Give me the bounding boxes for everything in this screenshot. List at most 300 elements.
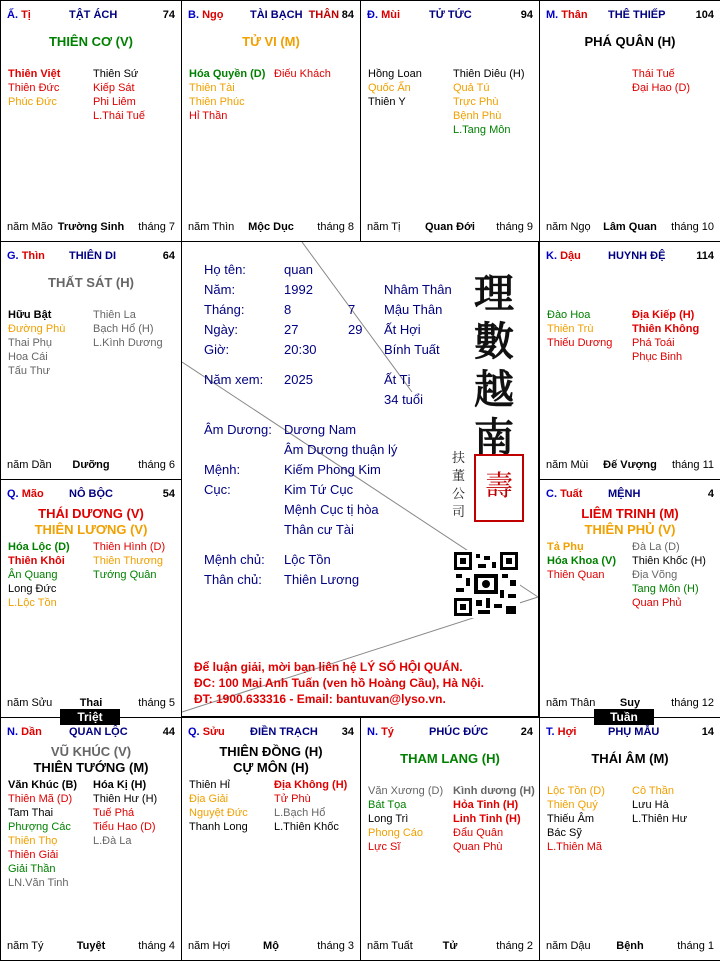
life-stage: Trường Sinh: [57, 221, 125, 233]
heavenly-stem: T.: [546, 726, 555, 738]
contact-line: ĐT: 1900.633316 - Email: bantuvan@lyso.vn.: [194, 692, 446, 706]
palace-name: [69, 9, 123, 21]
auxiliary-star: Tuế Phá: [93, 807, 135, 819]
auxiliary-star: Đại Hao (D): [632, 82, 691, 94]
palace-header: [367, 9, 533, 23]
palace-footer: [367, 940, 533, 954]
auxiliary-star: L.Thái Tuế: [93, 110, 145, 122]
auxiliary-star: Phá Toái: [632, 337, 675, 349]
auxiliary-star: L.Thiên Mã: [547, 841, 603, 853]
auxiliary-star: Địa Không (H): [274, 779, 348, 791]
auxiliary-star: Lực Sĩ: [368, 841, 401, 853]
calligraphy-char: 南: [474, 414, 514, 461]
palace-header: [546, 9, 714, 23]
auxiliary-star: Tam Thai: [8, 807, 54, 819]
auxiliary-stars-left: [8, 67, 60, 109]
palace-name: [69, 250, 122, 262]
auxiliary-star: Nguyệt Đức: [189, 807, 248, 819]
main-stars: [540, 506, 720, 538]
palace-month: tháng 12: [671, 697, 714, 709]
auxiliary-star: L.Tang Môn: [453, 124, 511, 136]
info-lunar-value: 29: [348, 322, 363, 337]
auxiliary-star: Hóa Khoa (V): [547, 555, 617, 567]
auxiliary-star: Long Trì: [368, 813, 409, 825]
auxiliary-star: Thiên Y: [368, 96, 406, 108]
palace-header: [367, 726, 533, 740]
info-label: Tháng:: [204, 302, 245, 317]
heavenly-stem: M.: [546, 9, 559, 21]
calligraphy-char: 理: [474, 270, 514, 317]
life-stage: Mộc Dục: [248, 221, 294, 233]
earthly-branch: Dần: [21, 726, 42, 738]
palace-number: 24: [520, 726, 533, 738]
main-star: THIÊN TƯỚNG (M): [33, 760, 149, 775]
palace-month: tháng 11: [671, 459, 714, 471]
info-value: Lộc Tồn: [284, 552, 331, 567]
palace-cell-dau[interactable]: [539, 241, 720, 480]
auxiliary-star: L.Bạch Hổ: [274, 807, 326, 819]
auxiliary-star: Thiên Việt: [8, 68, 61, 80]
auxiliary-star: Thiên Mã (D): [8, 793, 73, 805]
palace-year: năm Dần: [7, 459, 52, 471]
auxiliary-star: Hỉ Thần: [189, 110, 228, 122]
auxiliary-star: Địa Giải: [189, 793, 229, 805]
palace-cell-than[interactable]: [539, 0, 720, 242]
earthly-branch: Ngọ: [202, 9, 224, 21]
palace-cell-mao[interactable]: [0, 479, 182, 718]
palace-header: [7, 488, 175, 502]
auxiliary-star: Quan Phủ: [632, 597, 682, 609]
palace-header: [546, 488, 714, 502]
palace-year: năm Sửu: [7, 697, 53, 709]
heavenly-stem: N.: [7, 726, 18, 738]
auxiliary-star: Hóa Lộc (D): [8, 541, 70, 553]
auxiliary-star: Thiên Trù: [547, 323, 594, 335]
calligraphy-char: 越: [474, 366, 514, 413]
auxiliary-star: Hoa Cái: [8, 351, 48, 363]
main-star: TỬ VI (M): [242, 34, 300, 49]
auxiliary-star: LN.Văn Tinh: [8, 877, 69, 889]
palace-label: HUYNH ĐỆ: [608, 250, 666, 262]
palace-year: năm Tý: [7, 940, 44, 952]
palace-month: tháng 1: [677, 940, 714, 952]
palace-name: [608, 726, 665, 738]
heavenly-stem: Q.: [188, 726, 200, 738]
palace-label: TỬ TỨC: [429, 9, 472, 21]
palace-cell-suu[interactable]: [181, 717, 361, 961]
auxiliary-star: Cô Thần: [632, 785, 674, 797]
auxiliary-star: Điếu Khách: [274, 68, 331, 80]
palace-name: [69, 726, 134, 738]
info-value: Kim Tứ Cục: [284, 482, 354, 497]
palace-label: QUAN LỘC: [69, 726, 128, 738]
auxiliary-star: Giải Thần: [8, 863, 56, 875]
palace-number: 14: [701, 726, 714, 738]
palace-cell-tuat[interactable]: [539, 479, 720, 718]
info-value: Thân cư Tài: [284, 522, 354, 537]
info-canchi-value: Mậu Thân: [384, 302, 443, 317]
auxiliary-star: L.Thiên Khốc: [274, 821, 339, 833]
auxiliary-stars-right: [453, 784, 535, 854]
palace-label: ĐIỀN TRẠCH: [250, 726, 318, 738]
auxiliary-star: Tả Phụ: [547, 541, 584, 553]
auxiliary-star: Đường Phù: [8, 323, 66, 335]
palace-month: tháng 4: [138, 940, 175, 952]
main-star: THÁI ÂM (M): [591, 751, 669, 766]
contact-line: Để luận giải, mời bạn liên hệ LÝ SỐ HỘI QUÁN.: [194, 660, 463, 674]
main-star: PHÁ QUÂN (H): [584, 34, 676, 49]
auxiliary-star: Kiếp Sát: [93, 82, 135, 94]
auxiliary-star: Bát Tọa: [368, 799, 407, 811]
palace-cell-hoi[interactable]: [539, 717, 720, 961]
tuan-badge: Tuần: [594, 709, 654, 725]
auxiliary-stars-right: [93, 778, 157, 848]
auxiliary-stars-left: [368, 67, 422, 109]
auxiliary-star: Hóa Quyền (D): [189, 68, 266, 80]
auxiliary-star: Phục Binh: [632, 351, 683, 363]
auxiliary-star: Quốc Ấn: [368, 82, 411, 94]
palace-year: năm Thân: [546, 697, 596, 709]
palace-label: TÀI BẠCH: [250, 9, 303, 21]
palace-number: 44: [162, 726, 175, 738]
life-stage: Tuyệt: [76, 940, 106, 952]
auxiliary-star: Ân Quang: [8, 569, 58, 581]
life-stage: Mộ: [263, 940, 279, 952]
palace-number: 84: [341, 9, 354, 21]
palace-year: năm Mùi: [546, 459, 589, 471]
heavenly-stem: N.: [367, 726, 378, 738]
info-value: Mệnh Cục tị hòa: [284, 502, 379, 517]
auxiliary-star: Thiên Đức: [8, 82, 60, 94]
auxiliary-star: Đào Hoa: [547, 309, 591, 321]
palace-footer: [546, 459, 714, 473]
earthly-branch: Hợi: [557, 726, 577, 738]
auxiliary-stars-right: [632, 540, 706, 610]
auxiliary-star: Thiên Thương: [93, 555, 164, 567]
main-star: LIÊM TRINH (M): [581, 506, 679, 521]
info-lunar-value: 7: [348, 302, 356, 317]
auxiliary-star: Thiếu Âm: [547, 813, 595, 825]
auxiliary-star: Thiên Khôi: [8, 555, 65, 567]
palace-month: tháng 3: [317, 940, 354, 952]
main-star: THẤT SÁT (H): [48, 275, 134, 290]
auxiliary-stars-left: [8, 308, 65, 378]
auxiliary-star: Thanh Long: [189, 821, 248, 833]
auxiliary-stars-left: [547, 540, 616, 582]
main-stars: [1, 34, 181, 50]
auxiliary-star: Thiên Phúc: [189, 96, 245, 108]
main-star: VŨ KHÚC (V): [50, 744, 132, 759]
palace-header: [7, 726, 175, 740]
palace-name: [608, 488, 646, 500]
auxiliary-stars-left: [547, 784, 605, 854]
earthly-branch: Tý: [381, 726, 394, 738]
earthly-branch: Thân: [561, 9, 588, 21]
palace-year: năm Dậu: [546, 940, 591, 952]
info-value: Dương Nam: [284, 422, 357, 437]
main-star: THÁI DƯƠNG (V): [38, 506, 144, 521]
palace-label: NÔ BỘC: [69, 488, 113, 500]
palace-footer: [188, 221, 354, 235]
palace-month: tháng 6: [138, 459, 175, 471]
main-star: THIÊN CƠ (V): [48, 34, 134, 49]
auxiliary-stars-left: [8, 540, 70, 610]
center-info-panel: [181, 241, 539, 717]
main-stars: [1, 275, 181, 291]
main-stars: [182, 744, 360, 776]
palace-number: 34: [341, 726, 354, 738]
life-stage: Tử: [442, 940, 458, 952]
palace-name: [429, 9, 478, 21]
info-label: Thân chủ:: [204, 572, 262, 587]
palace-label: PHỤ MẪU: [608, 726, 660, 738]
main-stars: [540, 34, 720, 50]
main-star: THIÊN ĐỒNG (H): [219, 744, 323, 759]
heavenly-stem: Q.: [7, 488, 19, 500]
palace-number: 74: [162, 9, 175, 21]
heavenly-stem: Ấ.: [7, 9, 18, 21]
info-label: Mệnh chủ:: [204, 552, 265, 567]
auxiliary-star: Hóa Kị (H): [93, 779, 147, 791]
info-canchi-value: Ất Hợi: [384, 322, 421, 337]
auxiliary-star: Địa Kiếp (H): [632, 309, 695, 321]
auxiliary-star: Hồng Loan: [368, 68, 422, 80]
palace-footer: [188, 940, 354, 954]
auxiliary-star: Phi Liêm: [93, 96, 136, 108]
stem-branch: [546, 726, 576, 738]
auxiliary-star: Thiên Quý: [547, 799, 598, 811]
info-value: 20:30: [284, 342, 317, 357]
auxiliary-stars-left: [189, 67, 265, 123]
info-value: Thiên Lương: [284, 572, 360, 587]
auxiliary-star: Thiếu Dương: [547, 337, 613, 349]
palace-number: 64: [162, 250, 175, 262]
palace-footer: [7, 459, 175, 473]
palace-number: 4: [707, 488, 714, 500]
palace-cell-ty[interactable]: [0, 0, 182, 242]
palace-year: năm Ngọ: [546, 221, 591, 233]
auxiliary-stars-right: [93, 540, 165, 582]
palace-month: tháng 2: [496, 940, 533, 952]
main-star: THIÊN LƯƠNG (V): [34, 522, 148, 537]
auxiliary-star: Thái Tuế: [632, 68, 675, 80]
info-value: 27: [284, 322, 299, 337]
life-stage: Suy: [619, 697, 641, 709]
info-value: 2025: [284, 372, 313, 387]
auxiliary-stars-right: [93, 67, 145, 123]
auxiliary-star: Phúc Đức: [8, 96, 57, 108]
auxiliary-stars-right: [93, 308, 163, 350]
auxiliary-star: Thiên Hỉ: [189, 779, 230, 791]
stem-branch: [546, 250, 581, 262]
palace-header: [546, 250, 714, 264]
auxiliary-star: Thiên Tài: [189, 82, 235, 94]
main-stars: [1, 744, 181, 776]
auxiliary-star: Đẩu Quân: [453, 827, 504, 839]
life-stage: Đế Vượng: [603, 459, 657, 471]
main-star: CỰ MÔN (H): [233, 760, 309, 775]
palace-month: tháng 9: [496, 221, 533, 233]
auxiliary-star: Quan Phù: [453, 841, 503, 853]
palace-footer: [546, 940, 714, 954]
stem-branch: [546, 488, 582, 500]
auxiliary-star: Kình dương (H): [453, 785, 535, 797]
palace-month: tháng 5: [138, 697, 175, 709]
stem-branch: [367, 9, 400, 21]
auxiliary-star: Long Đức: [8, 583, 57, 595]
auxiliary-stars-left: [547, 308, 612, 350]
info-value: 8: [284, 302, 292, 317]
auxiliary-stars-left: [8, 778, 77, 890]
auxiliary-star: Thiên Giải: [8, 849, 59, 861]
palace-cell-ngo[interactable]: [181, 0, 361, 242]
palace-header: [7, 250, 175, 264]
auxiliary-star: Bạch Hổ (H): [93, 323, 154, 335]
auxiliary-star: Thiên Quan: [547, 569, 605, 581]
palace-name: [429, 726, 494, 738]
auxiliary-star: Thiên Diêu (H): [453, 68, 525, 80]
auxiliary-star: Thiên Hư (H): [93, 793, 158, 805]
info-value: quan: [284, 262, 313, 277]
palace-year: năm Tuất: [367, 940, 413, 952]
auxiliary-star: Tang Môn (H): [632, 583, 699, 595]
palace-name: [250, 726, 324, 738]
palace-footer: [7, 940, 175, 954]
auxiliary-star: Phong Cáo: [368, 827, 424, 839]
heavenly-stem: B.: [188, 9, 199, 21]
auxiliary-star: Thiên La: [93, 309, 136, 321]
info-value: Kiếm Phong Kim: [284, 462, 381, 477]
auxiliary-star: Tướng Quân: [93, 569, 157, 581]
triet-badge: Triệt: [60, 709, 120, 725]
auxiliary-star: Tấu Thư: [8, 365, 51, 377]
info-canchi-value: Bính Tuất: [384, 342, 440, 357]
auxiliary-stars-right: [632, 784, 687, 826]
auxiliary-stars-right: [632, 67, 690, 95]
palace-header: [188, 726, 354, 740]
life-stage: Lâm Quan: [603, 221, 657, 233]
palace-cell-thin[interactable]: [0, 241, 182, 480]
palace-cell-dan[interactable]: [0, 717, 182, 961]
info-canchi-value: Ất Tị: [384, 372, 411, 387]
than-tag: THÂN: [308, 9, 340, 21]
earthly-branch: Thìn: [21, 250, 45, 262]
auxiliary-star: Tiểu Hao (D): [93, 821, 156, 833]
auxiliary-star: Văn Khúc (B): [8, 779, 78, 791]
stem-branch: [367, 726, 394, 738]
palace-footer: [546, 221, 714, 235]
contact-line: ĐC: 100 Mai Anh Tuấn (ven hồ Hoàng Cầu), Hà Nội.: [194, 676, 485, 690]
palace-label: PHÚC ĐỨC: [429, 726, 489, 738]
palace-header: [188, 9, 354, 23]
palace-label: TẬT ÁCH: [69, 9, 118, 21]
stem-branch: [7, 726, 42, 738]
palace-number: 54: [162, 488, 175, 500]
auxiliary-star: Thiên Hình (D): [93, 541, 166, 553]
stem-branch: [7, 250, 45, 262]
palace-header: [546, 726, 714, 740]
earthly-branch: Tuất: [560, 488, 583, 500]
palace-number: 104: [695, 9, 714, 21]
palace-footer: [7, 221, 175, 235]
earthly-branch: Sửu: [202, 726, 225, 738]
auxiliary-star: L.Kình Dương: [93, 337, 163, 349]
info-label: Ngày:: [204, 322, 238, 337]
life-stage: Dưỡng: [72, 459, 110, 471]
auxiliary-star: L.Thiên Hư: [632, 813, 688, 825]
auxiliary-stars-right: [274, 778, 347, 834]
info-label: Cục:: [204, 482, 231, 497]
info-value: 1992: [284, 282, 313, 297]
info-label: Họ tên:: [204, 262, 246, 277]
main-star: THAM LANG (H): [400, 751, 500, 766]
life-stage: Quan Đới: [425, 221, 475, 233]
palace-header: [7, 9, 175, 23]
auxiliary-stars-right: [632, 308, 699, 364]
palace-cell-mui[interactable]: [360, 0, 540, 242]
auxiliary-star: Phượng Các: [8, 821, 71, 833]
auxiliary-star: Thiên Sứ: [93, 68, 139, 80]
auxiliary-star: Bệnh Phù: [453, 110, 502, 122]
auxiliary-star: Hữu Bật: [8, 309, 52, 321]
palace-year: năm Hợi: [188, 940, 231, 952]
heavenly-stem: C.: [546, 488, 557, 500]
auxiliary-star: Thiên Không: [632, 323, 700, 335]
palace-label: THÊ THIẾP: [608, 9, 666, 21]
info-label: Âm Dương:: [204, 422, 272, 437]
stem-branch: [7, 9, 31, 21]
main-star: THIÊN PHỦ (V): [584, 522, 676, 537]
stem-branch: [546, 9, 588, 21]
auxiliary-star: Địa Võng: [632, 569, 678, 581]
seal-text: 扶 董 公 司: [452, 451, 466, 520]
palace-cell-ty2[interactable]: [360, 717, 540, 961]
info-canchi-value: 34 tuổi: [384, 392, 424, 407]
earthly-branch: Dậu: [560, 250, 581, 262]
stem-branch: [188, 9, 223, 21]
info-label: Mệnh:: [204, 462, 241, 477]
palace-number: 114: [696, 250, 714, 262]
main-stars: [1, 506, 181, 538]
palace-label: THIÊN DI: [69, 250, 117, 262]
qr-code[interactable]: [452, 550, 520, 618]
auxiliary-star: Bác Sỹ: [547, 827, 582, 839]
palace-name: [250, 9, 339, 21]
palace-month: tháng 8: [317, 221, 354, 233]
auxiliary-star: Văn Xương (D): [368, 785, 444, 797]
palace-name: [69, 488, 119, 500]
auxiliary-star: Thai Phụ: [8, 337, 53, 349]
palace-number: 94: [520, 9, 533, 21]
auxiliary-star: Quả Tú: [453, 82, 490, 94]
calligraphy-char: 數: [474, 318, 514, 365]
auxiliary-star: Thiên Khốc (H): [632, 555, 706, 567]
palace-name: [608, 9, 671, 21]
info-value: Âm Dương thuận lý: [284, 442, 398, 457]
stem-branch: [188, 726, 225, 738]
heavenly-stem: K.: [546, 250, 557, 262]
main-stars: [540, 751, 720, 767]
auxiliary-star: L.Đà La: [93, 835, 132, 847]
info-label: Năm xem:: [204, 372, 264, 387]
main-stars: [182, 34, 360, 50]
palace-footer: [367, 221, 533, 235]
auxiliary-star: Tử Phù: [274, 793, 311, 805]
earthly-branch: Mão: [21, 488, 44, 500]
palace-year: năm Mão: [7, 221, 53, 233]
life-stage: Thai: [79, 697, 103, 709]
earthly-branch: Tị: [21, 9, 31, 21]
